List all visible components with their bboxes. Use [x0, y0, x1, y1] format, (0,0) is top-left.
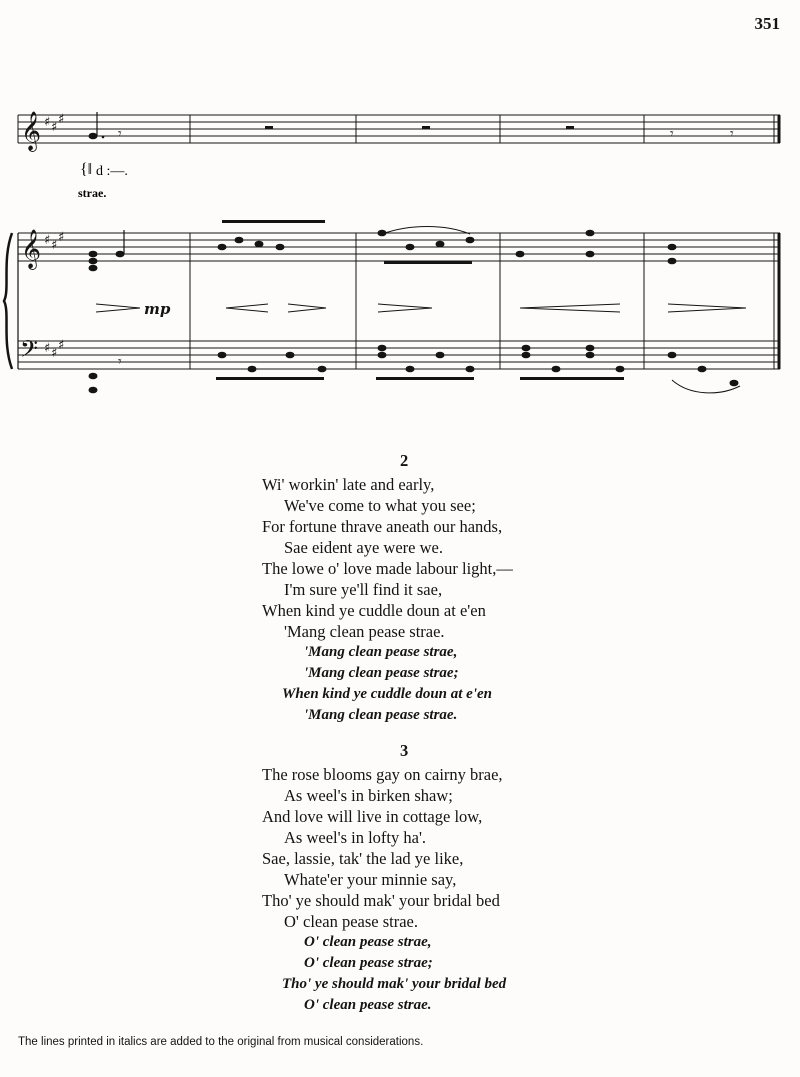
verse-line: Sae, lassie, tak' the lad ye like,	[262, 849, 464, 868]
refrain-line: 'Mang clean pease strae.	[304, 707, 458, 723]
voice-staff	[18, 115, 780, 143]
stanza-2	[262, 450, 682, 726]
refrain-line: O' clean pease strae,	[304, 934, 432, 950]
svg-text:𝄾: 𝄾	[118, 126, 122, 142]
verse-line: The lowe o' love made labour light,—	[262, 559, 513, 578]
piano-treble-staff	[18, 233, 780, 261]
score-engraving	[0, 90, 800, 410]
stanza-3	[262, 740, 682, 1016]
verse-line: O' clean pease strae.	[284, 912, 418, 931]
stanza-number: 3	[400, 741, 409, 760]
tonic-solfa	[78, 161, 128, 200]
svg-text:♯: ♯	[44, 233, 51, 248]
refrain-line: When kind ye cuddle doun at e'en	[282, 686, 493, 702]
voice-lyric: strae.	[78, 186, 107, 200]
page-number: 351	[754, 14, 780, 33]
piano-bass-staff	[18, 341, 780, 369]
verse-line: For fortune thrave aneath our hands,	[262, 517, 503, 536]
verse-line: As weel's in lofty ha'.	[284, 828, 427, 847]
svg-text:{‖: {‖	[80, 161, 93, 178]
svg-text:♯: ♯	[44, 115, 51, 130]
solfa-mark: d :—.	[96, 164, 128, 179]
svg-text:♯: ♯	[58, 230, 65, 245]
verse-line: 'Mang clean pease strae.	[284, 622, 445, 641]
verse-line: Whate'er your minnie say,	[284, 870, 457, 889]
verse-line: As weel's in birken shaw;	[284, 786, 453, 805]
svg-text:𝄞: 𝄞	[21, 229, 42, 269]
verse-line: Tho' ye should mak' your bridal bed	[262, 891, 500, 910]
svg-text:𝄞: 𝄞	[21, 111, 42, 151]
refrain-line: O' clean pease strae;	[304, 955, 433, 971]
svg-text:𝄾: 𝄾	[730, 126, 734, 142]
footnote: The lines printed in italics are added to the original from musical considerations.	[18, 1036, 424, 1048]
refrain-line: 'Mang clean pease strae,	[304, 644, 458, 660]
stanza-number: 2	[400, 451, 409, 470]
svg-text:♯: ♯	[44, 341, 51, 356]
refrain-line: Tho' ye should mak' your bridal bed	[282, 976, 507, 992]
svg-text:♯: ♯	[51, 238, 58, 253]
verse-line: Wi' workin' late and early,	[262, 475, 435, 494]
svg-text:𝄾: 𝄾	[670, 126, 674, 142]
verse-line: The rose blooms gay on cairny brae,	[262, 765, 503, 784]
svg-text:♯: ♯	[58, 112, 65, 127]
voice-notes	[21, 111, 734, 152]
verse-line: And love will live in cottage low,	[262, 807, 483, 826]
music-score	[0, 90, 800, 410]
svg-text:𝄢: 𝄢	[20, 335, 39, 368]
verse-line: I'm sure ye'll find it sae,	[284, 580, 443, 599]
svg-text:♯: ♯	[58, 338, 65, 353]
verse-line: Sae eident aye were we.	[284, 538, 443, 557]
verse-line: When kind ye cuddle doun at e'en	[262, 601, 486, 620]
verse-line: We've come to what you see;	[284, 496, 476, 515]
dynamics-hairpins	[96, 227, 746, 393]
svg-text:♯: ♯	[51, 120, 58, 135]
svg-text:𝄾: 𝄾	[118, 354, 122, 370]
refrain-line: O' clean pease strae.	[304, 997, 432, 1013]
dynamic-marking: mp	[144, 300, 171, 318]
svg-text:♯: ♯	[51, 346, 58, 361]
refrain-line: 'Mang clean pease strae;	[304, 665, 459, 681]
